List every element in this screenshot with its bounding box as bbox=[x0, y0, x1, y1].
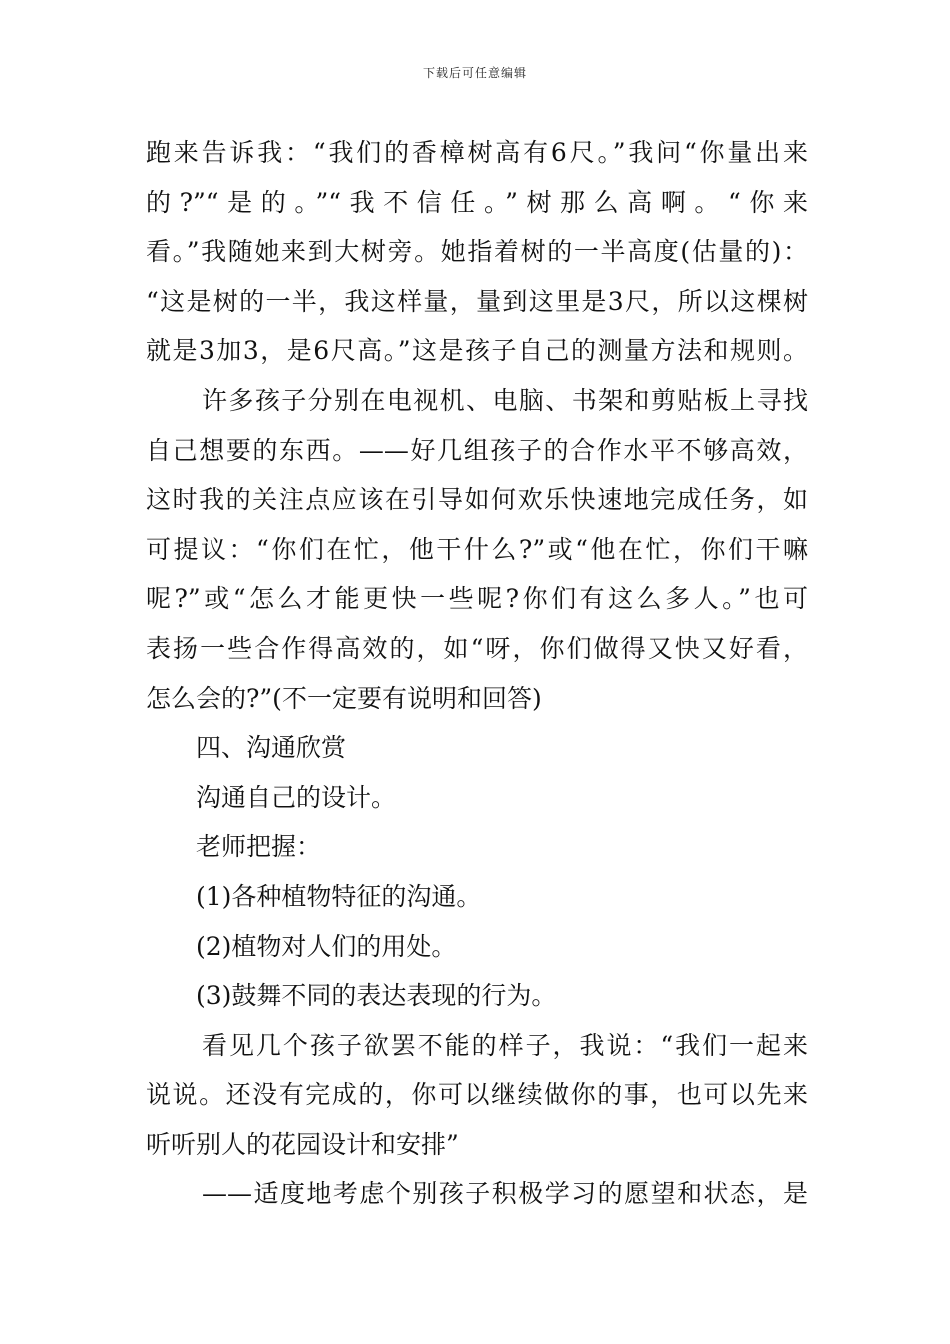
list-item: (2)植物对人们的用处。 bbox=[196, 931, 457, 961]
page-header: 下载后可任意编辑 bbox=[422, 66, 527, 80]
document-body bbox=[146, 128, 808, 1219]
text-line: 就是3加3，是6尺高。”这是孩子自己的测量方法和规则。 bbox=[146, 336, 808, 366]
text-line: 呢?”或“怎么才能更快一些呢?你们有这么多人。”也可 bbox=[146, 584, 808, 614]
text-line: 许多孩子分别在电视机、电脑、书架和剪贴板上寻找 bbox=[202, 385, 808, 415]
text-line: 听听别人的花园设计和安排” bbox=[146, 1129, 459, 1159]
text-line: ——适度地考虑个别孩子积极学习的愿望和状态，是 bbox=[202, 1179, 808, 1209]
text-line: 看。”我随她来到大树旁。她指着树的一半高度(估量的)： bbox=[146, 237, 808, 267]
list-item: (3)鼓舞不同的表达表现的行为。 bbox=[196, 981, 557, 1011]
text-line: 可提议：“你们在忙，他干什么?”或“他在忙，你们干嘛 bbox=[146, 534, 808, 564]
text-line: 的?”“是的。”“我不信任。”树那么高啊。“你来 bbox=[146, 187, 808, 217]
text-line: 自己想要的东西。——好几组孩子的合作水平不够高效， bbox=[146, 435, 808, 465]
text-line: 表扬一些合作得高效的，如“呀，你们做得又快又好看， bbox=[146, 633, 808, 663]
text-line: 这时我的关注点应该在引导如何欢乐快速地完成任务，如 bbox=[146, 485, 808, 515]
section-heading: 四、沟通欣赏 bbox=[196, 733, 347, 763]
list-item: (1)各种植物特征的沟通。 bbox=[196, 881, 482, 911]
text-line: 看见几个孩子欲罢不能的样子，我说：“我们一起来 bbox=[202, 1030, 808, 1060]
text-line: 老师把握： bbox=[196, 832, 322, 862]
text-line: 说说。还没有完成的，你可以继续做你的事，也可以先来 bbox=[146, 1080, 808, 1110]
text-line: 沟通自己的设计。 bbox=[196, 782, 397, 812]
text-line: 怎么会的?”(不一定要有说明和回答) bbox=[146, 683, 542, 713]
text-line: “这是树的一半，我这样量，量到这里是3尺，所以这棵树 bbox=[146, 286, 808, 316]
text-line: 跑来告诉我：“我们的香樟树高有6尺。”我问“你量出来 bbox=[146, 138, 808, 167]
